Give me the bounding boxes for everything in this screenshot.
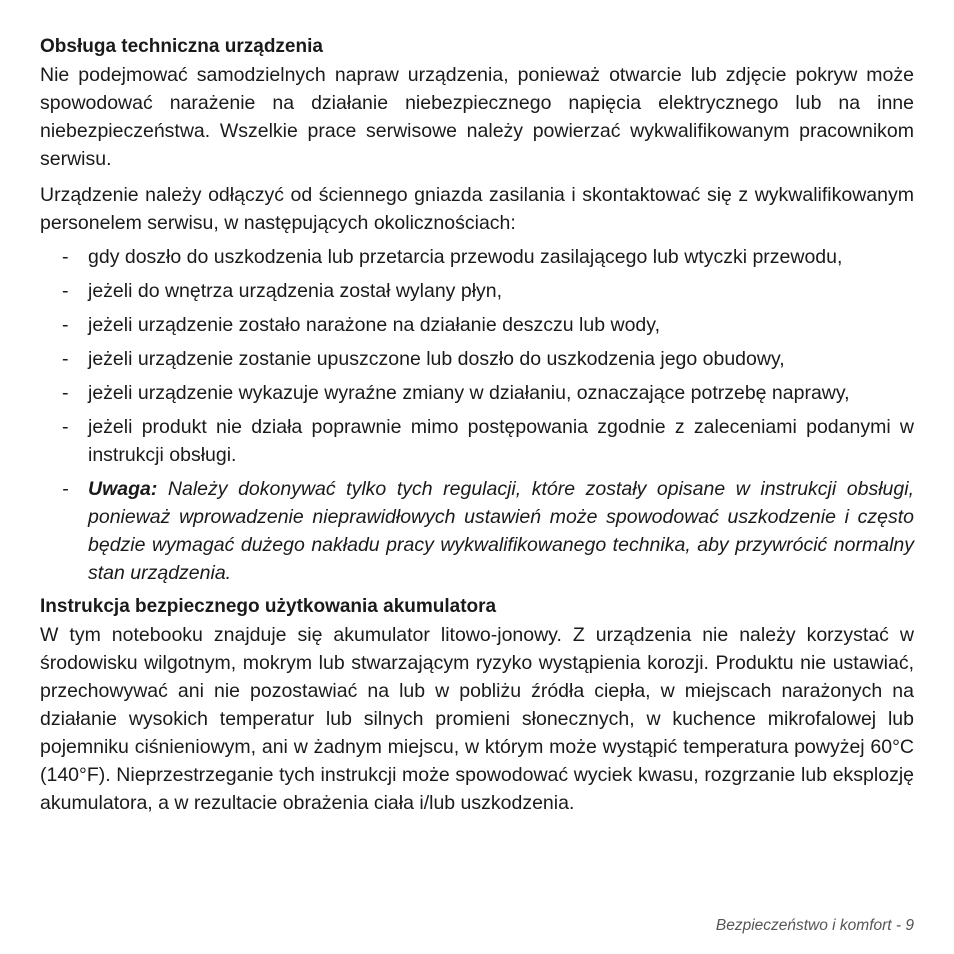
document-page [40, 33, 914, 817]
list-item-text: jeżeli urządzenie wykazuje wyraźne zmiany w działaniu, oznaczające potrzebę naprawy, [88, 382, 850, 404]
list-item [40, 243, 914, 271]
list-item [40, 311, 914, 339]
list-item-text: jeżeli urządzenie zostało narażone na działanie deszczu lub wody, [88, 314, 660, 336]
list-item-text: jeżeli do wnętrza urządzenia został wylany płyn, [88, 280, 503, 302]
dash-bullet: - [62, 382, 69, 404]
dash-bullet: - [62, 478, 69, 500]
service-conditions-intro: Urządzenie należy odłączyć od ściennego gniazda zasilania i skontaktować się z wykwalifikowanym personelem serwisu, w następujących okolicznościach: [40, 184, 914, 234]
note-label: Uwaga: [88, 478, 158, 500]
list-item [40, 379, 914, 407]
list-item-text: jeżeli urządzenie zostanie upuszczone lub doszło do uszkodzenia jego obudowy, [88, 348, 785, 370]
note-item [40, 475, 914, 587]
battery-paragraph: W tym notebooku znajduje się akumulator litowo-jonowy. Z urządzenia nie należy korzystać w środowisku wilgotnym, mokrym lub stwarzającym ryzyko wystąpienia korozji. Produktu nie ustawiać, przechowywać ani nie pozostawiać na lub w pobliżu źródła ciepła, w miejscach narażonych na działanie wysokich temperatur lub silnych promieni słonecznych, w kuchence mikrofalowej lub pojemniku ciśnieniowym, ani w żadnym miejscu, w którym może wystąpić temperatura powyżej 60°C (140°F). Nieprzestrzeganie tych instrukcji może spowodować wyciek kwasu, rozgrzanie lub eksplozję akumulatora, a w rezultacie obrażenia ciała i/lub uszkodzenia. [40, 624, 914, 814]
page-footer: Bezpieczeństwo i komfort - 9 [715, 917, 914, 934]
note-text: Należy dokonywać tylko tych regulacji, które zostały opisane w instrukcji obsługi, ponieważ wprowadzenie nieprawidłowych ustawień może spowodować uszkodzenie i często będzie wymagać dużego nakładu pracy wykwalifikowanego technika, aby przywrócić normalny stan urządzenia. [88, 478, 914, 584]
dash-bullet: - [62, 348, 69, 370]
maintenance-paragraph: Nie podejmować samodzielnych napraw urządzenia, ponieważ otwarcie lub zdjęcie pokryw może spowodować narażenie na działanie niebezpiecznego napięcia elektrycznego lub na inne niebezpieczeństwa. Wszelkie prace serwisowe należy powierzać wykwalifikowanym pracownikom serwisu. [40, 64, 914, 170]
service-conditions-list [40, 243, 914, 587]
section-heading-battery: Instrukcja bezpiecznego użytkowania akumulatora [40, 596, 497, 617]
list-item [40, 413, 914, 469]
dash-bullet: - [62, 314, 69, 336]
list-item [40, 277, 914, 305]
list-item [40, 345, 914, 373]
list-item-text: jeżeli produkt nie działa poprawnie mimo postępowania zgodnie z zaleceniami podanymi w instrukcji obsługi. [88, 416, 914, 466]
dash-bullet: - [62, 246, 69, 268]
dash-bullet: - [62, 280, 69, 302]
section-heading-maintenance: Obsługa techniczna urządzenia [40, 36, 323, 57]
list-item-text: gdy doszło do uszkodzenia lub przetarcia przewodu zasilającego lub wtyczki przewodu, [88, 246, 843, 268]
dash-bullet: - [62, 416, 69, 438]
